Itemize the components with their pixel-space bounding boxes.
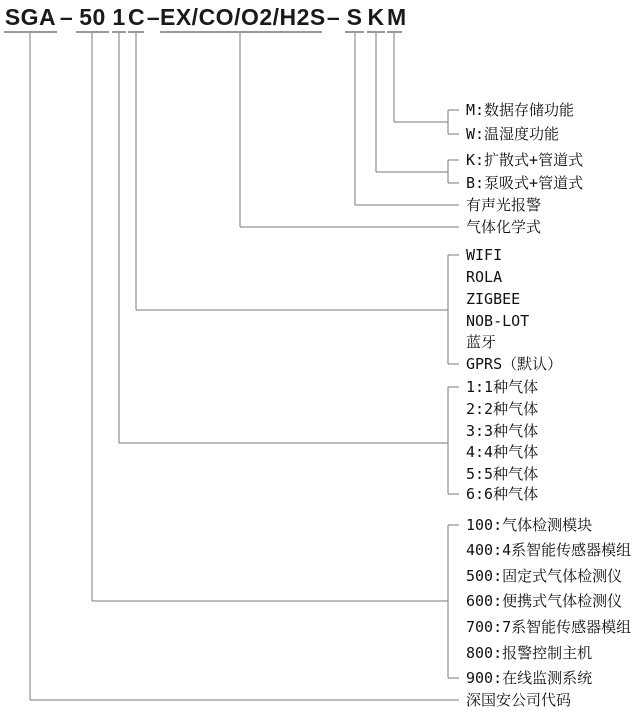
label-company-code: 深国安公司代码 — [466, 691, 572, 709]
label-comm-rola: ROLA — [466, 268, 503, 286]
label-alarm: 有声光报警 — [466, 196, 542, 214]
label-gas-formula: 气体化学式 — [466, 218, 542, 236]
label-gas-count-5: 5:5种气体 — [466, 465, 539, 483]
label-series-100: 100:气体检测模块 — [466, 516, 593, 534]
branch-line-communication — [136, 33, 459, 364]
label-option-w-temp-humidity: W:温湿度功能 — [466, 125, 560, 143]
label-option-m-data-storage: M:数据存储功能 — [466, 101, 575, 119]
title-segment-gases: EX/CO/O2/H2S — [160, 4, 322, 33]
title-segment-c: C — [128, 4, 144, 33]
label-comm-nob-lot: NOB-LOT — [466, 312, 530, 330]
branch-line-product-series — [92, 33, 459, 678]
label-series-700: 700:7系智能传感器模组 — [466, 618, 632, 636]
label-series-600: 600:便携式气体检测仪 — [466, 592, 623, 610]
branch-line-data-function — [394, 33, 459, 134]
label-series-900: 900:在线监测系统 — [466, 669, 593, 687]
label-gas-count-3: 3:3种气体 — [466, 422, 539, 440]
title-dash-1: – — [59, 4, 74, 30]
title-dash-2: – — [146, 4, 161, 30]
title-dash-3: – — [326, 4, 341, 30]
title-segment-sga: SGA — [4, 4, 57, 33]
title-segment-m: M — [387, 4, 402, 33]
branch-line-gas-count — [119, 33, 459, 494]
label-comm-bluetooth: 蓝牙 — [466, 333, 497, 351]
title-segment-50: 50 — [76, 4, 109, 33]
label-series-800: 800:报警控制主机 — [466, 644, 593, 662]
label-gas-count-2: 2:2种气体 — [466, 400, 539, 418]
label-comm-gprs-default: GPRS（默认） — [466, 355, 563, 373]
label-option-k-diffusion: K:扩散式+管道式 — [466, 151, 584, 169]
label-comm-wifi: WIFI — [466, 246, 503, 264]
label-series-400: 400:4系智能传感器模组 — [466, 541, 632, 559]
title-segment-k: K — [367, 4, 385, 33]
branch-line-sampling-mode — [376, 33, 459, 183]
branch-line-alarm — [355, 33, 459, 205]
title-segment-s: S — [345, 4, 364, 33]
label-gas-count-4: 4:4种气体 — [466, 443, 539, 461]
label-comm-zigbee: ZIGBEE — [466, 290, 521, 308]
branch-line-company — [30, 33, 459, 700]
branch-line-gas-formula — [240, 33, 459, 227]
label-gas-count-1: 1:1种气体 — [466, 378, 539, 396]
label-gas-count-6: 6:6种气体 — [466, 485, 539, 503]
label-series-500: 500:固定式气体检测仪 — [466, 567, 623, 585]
title-segment-1: 1 — [112, 4, 126, 33]
label-option-b-pump: B:泵吸式+管道式 — [466, 174, 584, 192]
